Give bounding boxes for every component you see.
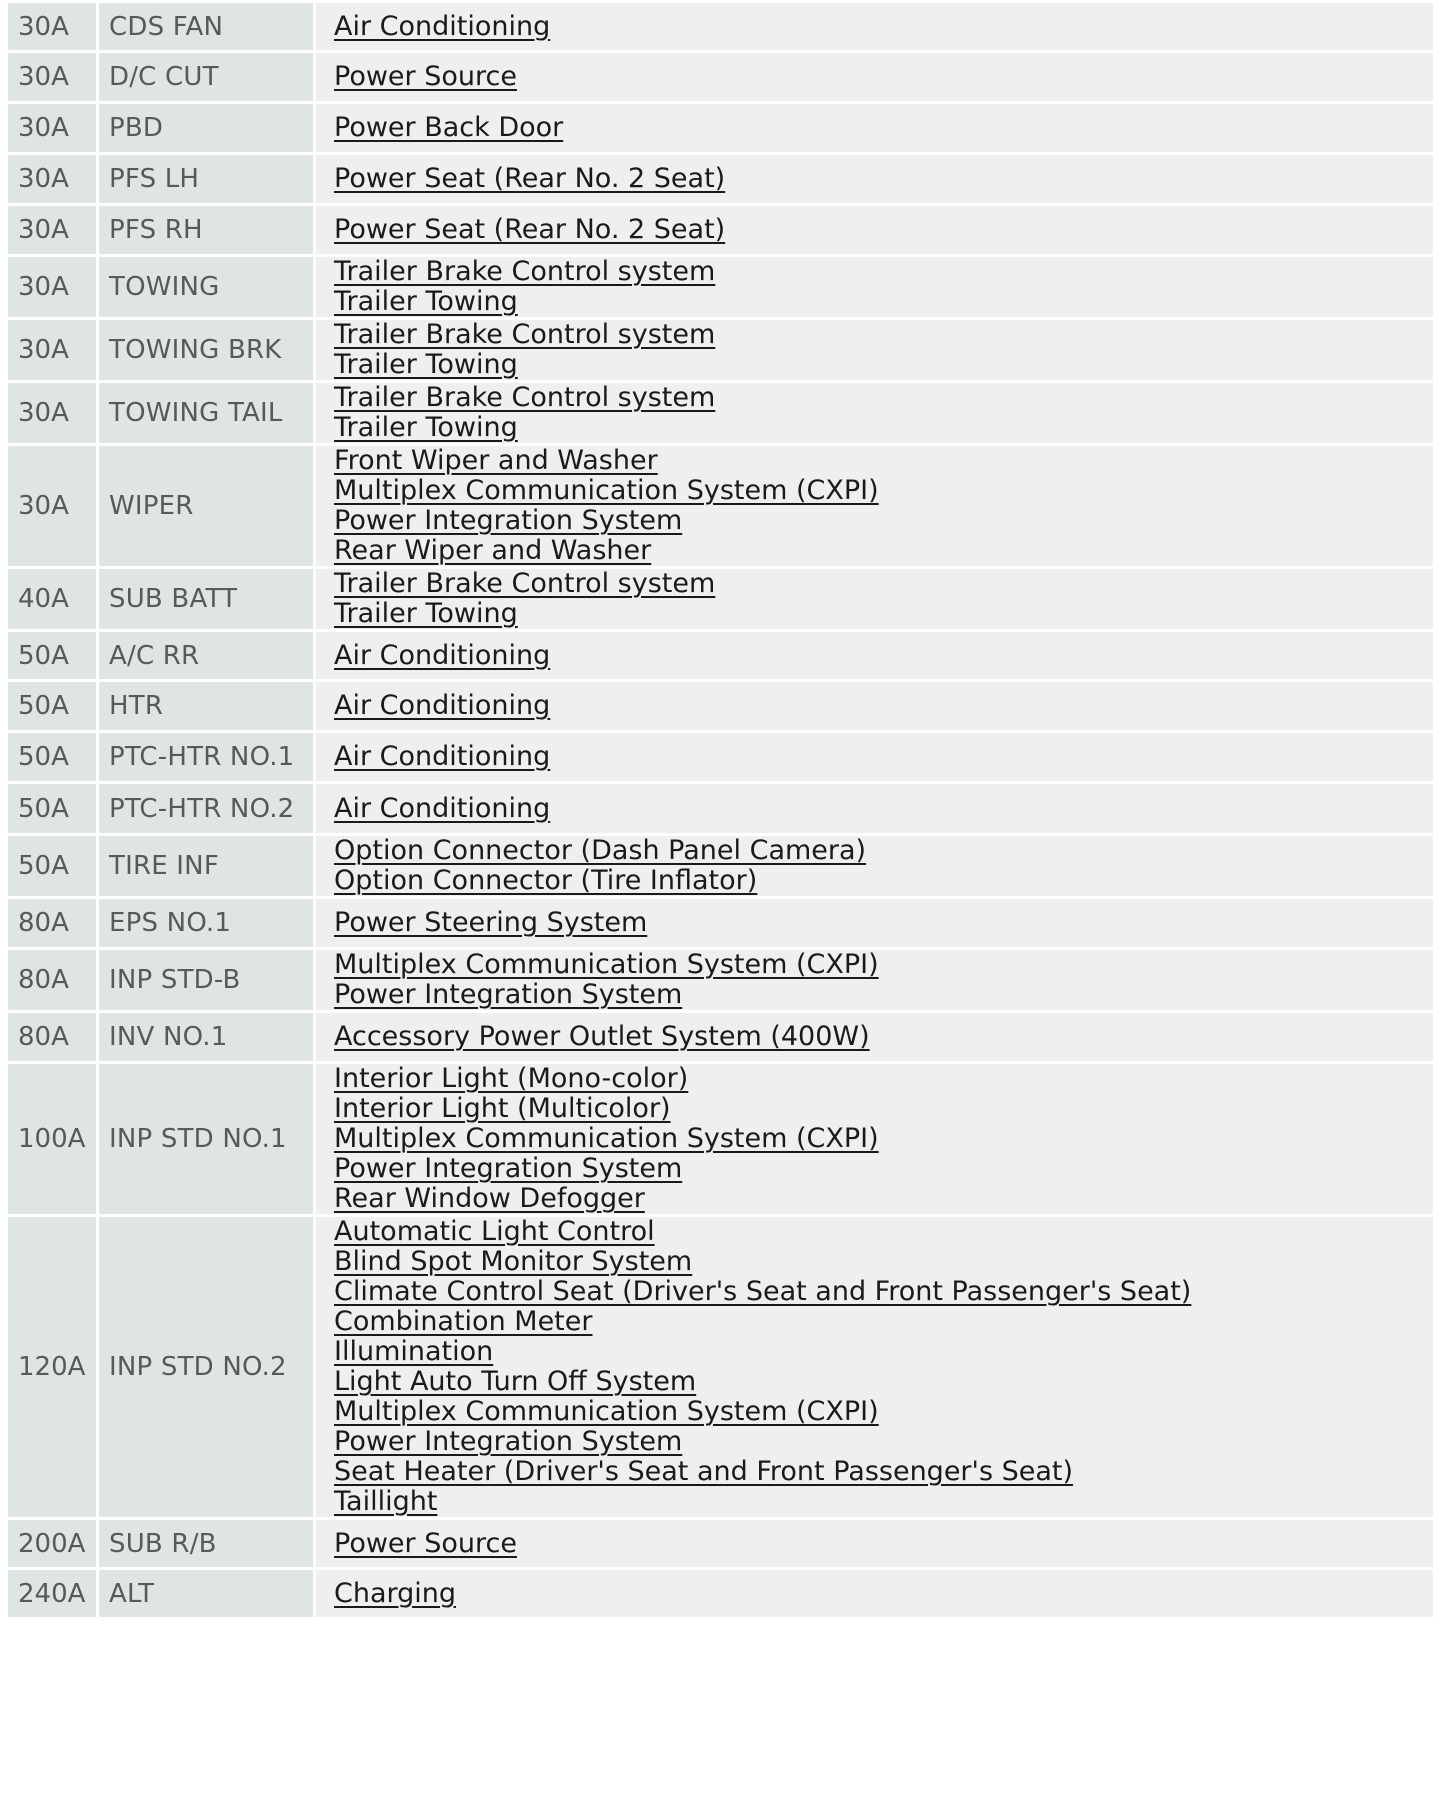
fuse-amperage: 80A [8,1013,99,1061]
fuse-systems [316,1217,1433,1517]
system-link[interactable]: Air Conditioning [334,690,551,721]
system-link-list [334,113,1433,143]
system-link-list [334,1579,1433,1609]
fuse-amperage: 30A [8,104,99,152]
system-link[interactable]: Trailer Towing [334,598,518,629]
fuse-name: ALT [99,1570,316,1617]
fuse-name: INP STD-B [99,950,316,1010]
system-link-list [334,691,1433,721]
system-link-list [334,12,1433,42]
fuse-name: EPS NO.1 [99,899,316,947]
system-link[interactable]: Trailer Towing [334,349,518,380]
fuse-amperage: 30A [8,155,99,203]
fuse-systems [316,950,1433,1010]
table-row [8,206,1433,254]
system-link[interactable]: Charging [334,1577,457,1609]
fuse-systems [316,257,1433,317]
system-link-list [334,742,1433,772]
system-link-list [334,1022,1433,1052]
fuse-table-body [8,3,1433,1617]
table-row [8,320,1433,380]
system-link[interactable]: Climate Control Seat (Driver's Seat and Front Passenger's Seat) [334,1276,1192,1307]
fuse-systems [316,383,1433,443]
system-link[interactable]: Multiplex Communication System (CXPI) [334,1396,879,1427]
table-row [8,383,1433,443]
fuse-amperage: 40A [8,569,99,629]
system-link[interactable]: Option Connector (Dash Panel Camera) [334,835,867,866]
fuse-name: INP STD NO.1 [99,1064,316,1214]
fuse-systems [316,836,1433,896]
fuse-amperage: 50A [8,682,99,730]
fuse-name: D/C CUT [99,53,316,101]
system-link[interactable]: Option Connector (Tire Inflator) [334,865,758,896]
fuse-amperage: 30A [8,383,99,443]
fuse-systems [316,682,1433,730]
table-row [8,155,1433,203]
table-row [8,784,1433,833]
system-link[interactable]: Power Integration System [334,1426,683,1457]
fuse-amperage: 50A [8,733,99,781]
system-link[interactable]: Interior Light (Mono-color) [334,1063,689,1094]
system-link[interactable]: Seat Heater (Driver's Seat and Front Passenger's Seat) [334,1456,1074,1487]
system-link[interactable]: Trailer Brake Control system [334,319,716,350]
system-link[interactable]: Rear Window Defogger [334,1183,645,1214]
table-row [8,1570,1433,1617]
fuse-systems [316,1064,1433,1214]
system-link[interactable]: Power Source [334,61,517,92]
fuse-systems [316,899,1433,947]
system-link[interactable]: Trailer Brake Control system [334,382,716,413]
fuse-systems [316,1013,1433,1061]
fuse-amperage: 80A [8,950,99,1010]
fuse-amperage: 50A [8,632,99,679]
system-link[interactable]: Power Seat (Rear No. 2 Seat) [334,214,726,245]
table-row [8,1520,1433,1567]
system-link[interactable]: Illumination [334,1336,494,1367]
fuse-systems [316,206,1433,254]
system-link-list [334,320,1433,380]
table-row [8,1064,1433,1214]
system-link-list [334,164,1433,194]
system-link[interactable]: Power Integration System [334,505,683,536]
fuse-name: TOWING TAIL [99,383,316,443]
system-link-list [334,62,1433,92]
fuse-table [8,0,1433,1620]
table-row [8,3,1433,50]
fuse-name: A/C RR [99,632,316,679]
table-row [8,53,1433,101]
fuse-name: PFS LH [99,155,316,203]
fuse-amperage: 120A [8,1217,99,1517]
fuse-name: PTC-HTR NO.2 [99,784,316,833]
fuse-systems [316,3,1433,50]
system-link[interactable]: Combination Meter [334,1306,593,1337]
table-row [8,1013,1433,1061]
system-link[interactable]: Automatic Light Control [334,1216,655,1247]
system-link[interactable]: Rear Wiper and Washer [334,535,652,566]
table-row [8,836,1433,896]
table-row [8,446,1433,566]
system-link[interactable]: Front Wiper and Washer [334,445,658,476]
fuse-name: WIPER [99,446,316,566]
fuse-name: PFS RH [99,206,316,254]
table-row [8,632,1433,679]
system-link[interactable]: Light Auto Turn Off System [334,1366,697,1397]
system-link[interactable]: Trailer Towing [334,286,518,317]
fuse-amperage: 100A [8,1064,99,1214]
system-link-list [334,1217,1433,1517]
system-link[interactable]: Multiplex Communication System (CXPI) [334,1123,879,1154]
fuse-systems [316,155,1433,203]
system-link-list [334,215,1433,245]
fuse-amperage: 50A [8,836,99,896]
fuse-systems [316,569,1433,629]
table-row [8,950,1433,1010]
system-link[interactable]: Air Conditioning [334,741,551,772]
fuse-systems [316,320,1433,380]
fuse-amperage: 50A [8,784,99,833]
table-row [8,257,1433,317]
fuse-systems [316,632,1433,679]
table-row [8,104,1433,152]
fuse-amperage: 80A [8,899,99,947]
system-link-list [334,383,1433,443]
system-link[interactable]: Trailer Towing [334,412,518,443]
system-link[interactable]: Taillight [334,1486,438,1517]
fuse-systems [316,53,1433,101]
system-link[interactable]: Air Conditioning [334,10,551,42]
system-link[interactable]: Power Integration System [334,979,683,1010]
fuse-amperage: 30A [8,320,99,380]
system-link-list [334,794,1433,824]
system-link[interactable]: Trailer Brake Control system [334,256,716,287]
system-link-list [334,569,1433,629]
fuse-name: CDS FAN [99,3,316,50]
system-link[interactable]: Blind Spot Monitor System [334,1246,693,1277]
table-row [8,899,1433,947]
system-link-list [334,446,1433,566]
system-link[interactable]: Air Conditioning [334,792,551,824]
fuse-amperage: 30A [8,206,99,254]
system-link[interactable]: Trailer Brake Control system [334,568,716,599]
fuse-name: TOWING BRK [99,320,316,380]
fuse-systems [316,784,1433,833]
fuse-systems [316,1570,1433,1617]
fuse-amperage: 30A [8,3,99,50]
system-link-list [334,641,1433,671]
system-link[interactable]: Power Integration System [334,1153,683,1184]
fuse-name: INV NO.1 [99,1013,316,1061]
fuse-name: PTC-HTR NO.1 [99,733,316,781]
table-row [8,733,1433,781]
fuse-amperage: 200A [8,1520,99,1567]
fuse-name: PBD [99,104,316,152]
system-link-list [334,836,1433,896]
fuse-amperage: 240A [8,1570,99,1617]
table-row [8,569,1433,629]
fuse-systems [316,104,1433,152]
fuse-systems [316,733,1433,781]
fuse-name: TIRE INF [99,836,316,896]
table-row [8,682,1433,730]
system-link[interactable]: Power Seat (Rear No. 2 Seat) [334,163,726,194]
fuse-amperage: 30A [8,446,99,566]
fuse-systems [316,446,1433,566]
system-link[interactable]: Power Steering System [334,907,648,938]
system-link[interactable]: Multiplex Communication System (CXPI) [334,475,879,506]
system-link[interactable]: Power Source [334,1527,517,1559]
system-link[interactable]: Multiplex Communication System (CXPI) [334,949,879,980]
table-row [8,1217,1433,1517]
fuse-name: SUB R/B [99,1520,316,1567]
fuse-amperage: 30A [8,257,99,317]
system-link-list [334,950,1433,1010]
system-link-list [334,1529,1433,1559]
system-link-list [334,257,1433,317]
system-link[interactable]: Air Conditioning [334,639,551,671]
fuse-name: INP STD NO.2 [99,1217,316,1517]
system-link[interactable]: Interior Light (Multicolor) [334,1093,671,1124]
system-link[interactable]: Power Back Door [334,112,564,143]
system-link[interactable]: Accessory Power Outlet System (400W) [334,1021,870,1052]
system-link-list [334,1064,1433,1214]
fuse-name: SUB BATT [99,569,316,629]
fuse-amperage: 30A [8,53,99,101]
fuse-name: HTR [99,682,316,730]
fuse-name: TOWING [99,257,316,317]
fuse-systems [316,1520,1433,1567]
system-link-list [334,908,1433,938]
